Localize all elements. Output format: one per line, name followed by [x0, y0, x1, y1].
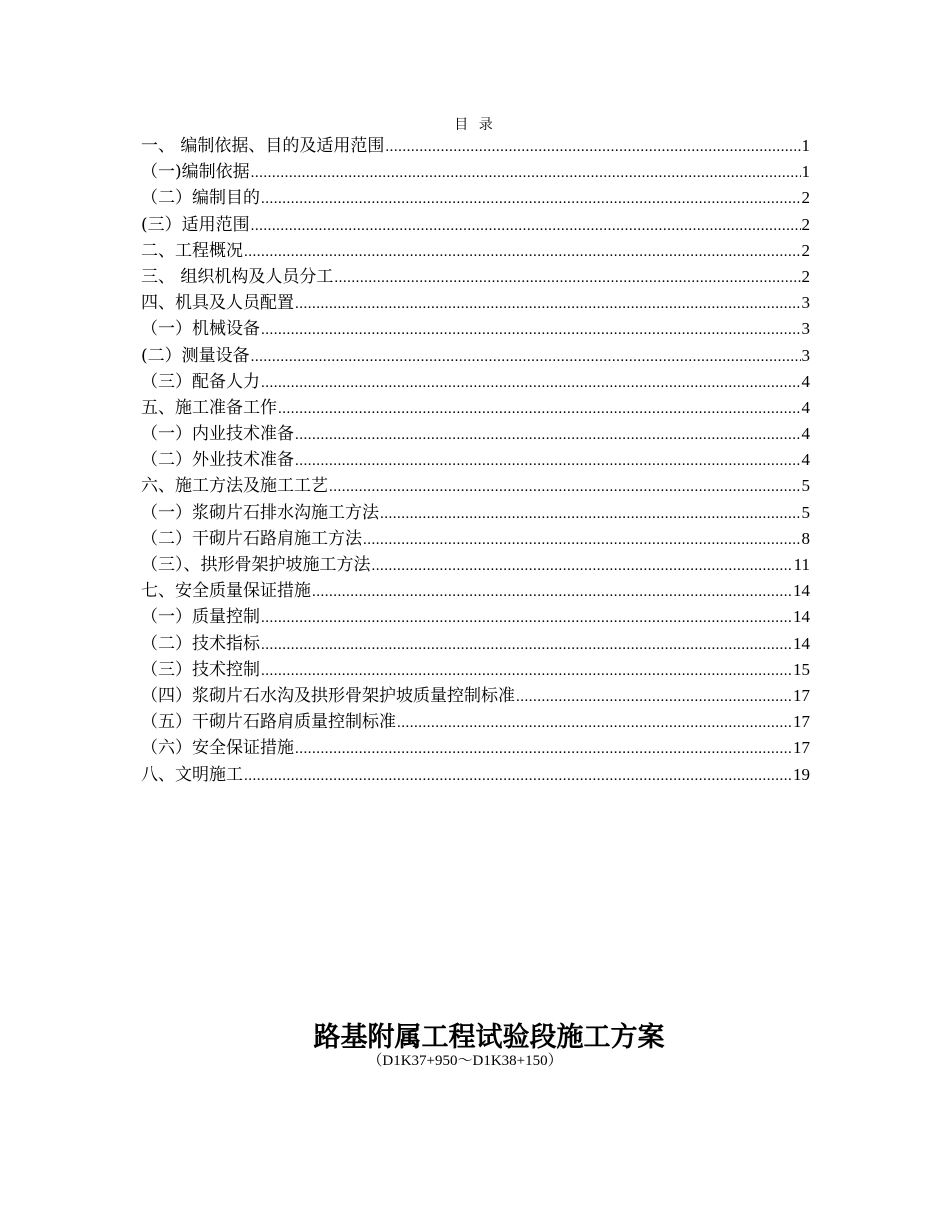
toc-entry[interactable] [141, 709, 810, 735]
toc-dot-leader [380, 501, 801, 526]
toc-entry-page-number: 15 [793, 659, 810, 679]
toc-entry-label: 六、施工方法及施工工艺 [141, 476, 328, 497]
toc-entry-page-number: 14 [793, 581, 810, 601]
toc-entry-label: （二）技术指标 [141, 633, 260, 654]
toc-dot-leader [397, 710, 792, 735]
toc-dot-leader [516, 684, 792, 709]
toc-entry-page-number: 4 [801, 424, 810, 444]
toc-dot-leader [251, 344, 801, 369]
toc-dot-leader [372, 553, 793, 578]
document-title: 路基附属工程试验段施工方案 [313, 1022, 665, 1053]
toc-dot-leader [244, 239, 801, 264]
toc-entry-label: （一)编制依据 [141, 162, 250, 183]
toc-dot-leader [261, 317, 801, 342]
toc-entry[interactable] [141, 133, 810, 159]
toc-entry-page-number: 17 [793, 685, 810, 705]
toc-dot-leader [251, 160, 801, 185]
toc-entry[interactable] [141, 631, 810, 657]
toc-entry-label: （四）浆砌片石水沟及拱形骨架护坡质量控制标准 [141, 685, 515, 706]
toc-entry[interactable] [141, 500, 810, 526]
toc-entry[interactable] [141, 447, 810, 473]
toc-entry-page-number: 3 [801, 319, 810, 339]
toc-entry-page-number: 3 [801, 345, 810, 365]
table-of-contents [141, 133, 810, 788]
toc-entry-label: (三）适用范围 [141, 214, 250, 235]
toc-entry-page-number: 5 [801, 476, 810, 496]
toc-entry-page-number: 3 [801, 293, 810, 313]
toc-dot-leader [295, 448, 801, 473]
toc-entry[interactable] [141, 369, 810, 395]
toc-entry-page-number: 1 [801, 162, 810, 182]
toc-entry-label: （三）技术控制 [141, 659, 260, 680]
toc-entry-label: （二）编制目的 [141, 188, 260, 209]
toc-entry-page-number: 19 [793, 764, 810, 784]
document-subtitle: （D1K37+950～D1K38+150） [367, 1053, 563, 1069]
toc-entry[interactable] [141, 657, 810, 683]
toc-entry[interactable] [141, 735, 810, 761]
toc-entry[interactable] [141, 762, 810, 788]
toc-entry-label: （六）安全保证措施 [141, 738, 294, 759]
toc-entry[interactable] [141, 395, 810, 421]
toc-dot-leader [329, 474, 801, 499]
toc-entry-page-number: 2 [801, 188, 810, 208]
toc-dot-leader [334, 265, 800, 290]
toc-entry[interactable] [141, 185, 810, 211]
toc-dot-leader [295, 422, 801, 447]
toc-dot-leader [244, 763, 792, 788]
toc-dot-leader [385, 134, 800, 159]
toc-entry-page-number: 4 [801, 450, 810, 470]
toc-dot-leader [261, 658, 792, 683]
toc-entry-label: 二、工程概况 [141, 240, 243, 261]
toc-entry-label: 一、 编制依据、目的及适用范围 [141, 136, 385, 156]
toc-entry-label: 五、施工准备工作 [141, 397, 277, 418]
toc-entry-label: 三、 组织机构及人员分工 [141, 266, 334, 287]
toc-dot-leader [261, 605, 792, 630]
toc-entry-page-number: 2 [801, 240, 810, 260]
toc-entry[interactable] [141, 343, 810, 369]
toc-entry-page-number: 1 [801, 136, 810, 155]
toc-entry-page-number: 14 [793, 607, 810, 627]
toc-entry-page-number: 4 [801, 397, 810, 417]
toc-entry[interactable] [141, 526, 810, 552]
toc-entry[interactable] [141, 238, 810, 264]
toc-entry-page-number: 2 [801, 214, 810, 234]
toc-dot-leader [261, 370, 801, 395]
toc-entry-label: (二）测量设备 [141, 345, 250, 366]
toc-entry[interactable] [141, 604, 810, 630]
toc-entry[interactable] [141, 473, 810, 499]
toc-dot-leader [363, 527, 801, 552]
toc-entry-label: （三）、拱形骨架护坡施工方法 [141, 555, 371, 575]
toc-dot-leader [295, 291, 801, 316]
toc-entry-label: 七、安全质量保证措施 [141, 581, 311, 602]
toc-entry-page-number: 5 [801, 502, 810, 522]
toc-entry-page-number: 4 [801, 371, 810, 391]
toc-entry-label: （二）干砌片石路肩施工方法 [141, 528, 362, 549]
toc-dot-leader [278, 396, 801, 421]
toc-entry-page-number: 8 [801, 528, 810, 548]
toc-entry-page-number: 17 [793, 712, 810, 732]
toc-dot-leader [261, 186, 801, 211]
toc-entry-label: （一）内业技术准备 [141, 424, 294, 445]
toc-entry-label: 八、文明施工 [141, 764, 243, 785]
toc-entry-label: （一）机械设备 [141, 319, 260, 340]
toc-entry[interactable] [141, 212, 810, 238]
toc-dot-leader [251, 213, 801, 238]
toc-entry-label: （一）质量控制 [141, 607, 260, 628]
toc-entry-page-number: 17 [793, 738, 810, 758]
toc-entry[interactable] [141, 159, 810, 185]
toc-entry-page-number: 2 [801, 266, 810, 286]
toc-entry-page-number: 11 [793, 555, 810, 574]
toc-entry[interactable] [141, 552, 810, 578]
toc-entry[interactable] [141, 264, 810, 290]
toc-entry-label: （二）外业技术准备 [141, 450, 294, 471]
toc-entry[interactable] [141, 316, 810, 342]
toc-dot-leader [295, 736, 792, 761]
toc-entry-label: （一）浆砌片石排水沟施工方法 [141, 502, 379, 523]
toc-entry-label: （五）干砌片石路肩质量控制标准 [141, 712, 396, 733]
toc-heading: 目 录 [454, 117, 496, 133]
toc-dot-leader [261, 632, 792, 657]
toc-entry[interactable] [141, 683, 810, 709]
toc-entry[interactable] [141, 578, 810, 604]
toc-entry[interactable] [141, 290, 810, 316]
toc-dot-leader [312, 579, 792, 604]
toc-entry[interactable] [141, 421, 810, 447]
toc-entry-label: （三）配备人力 [141, 371, 260, 392]
toc-entry-label: 四、机具及人员配置 [141, 293, 294, 314]
toc-entry-page-number: 14 [793, 633, 810, 653]
